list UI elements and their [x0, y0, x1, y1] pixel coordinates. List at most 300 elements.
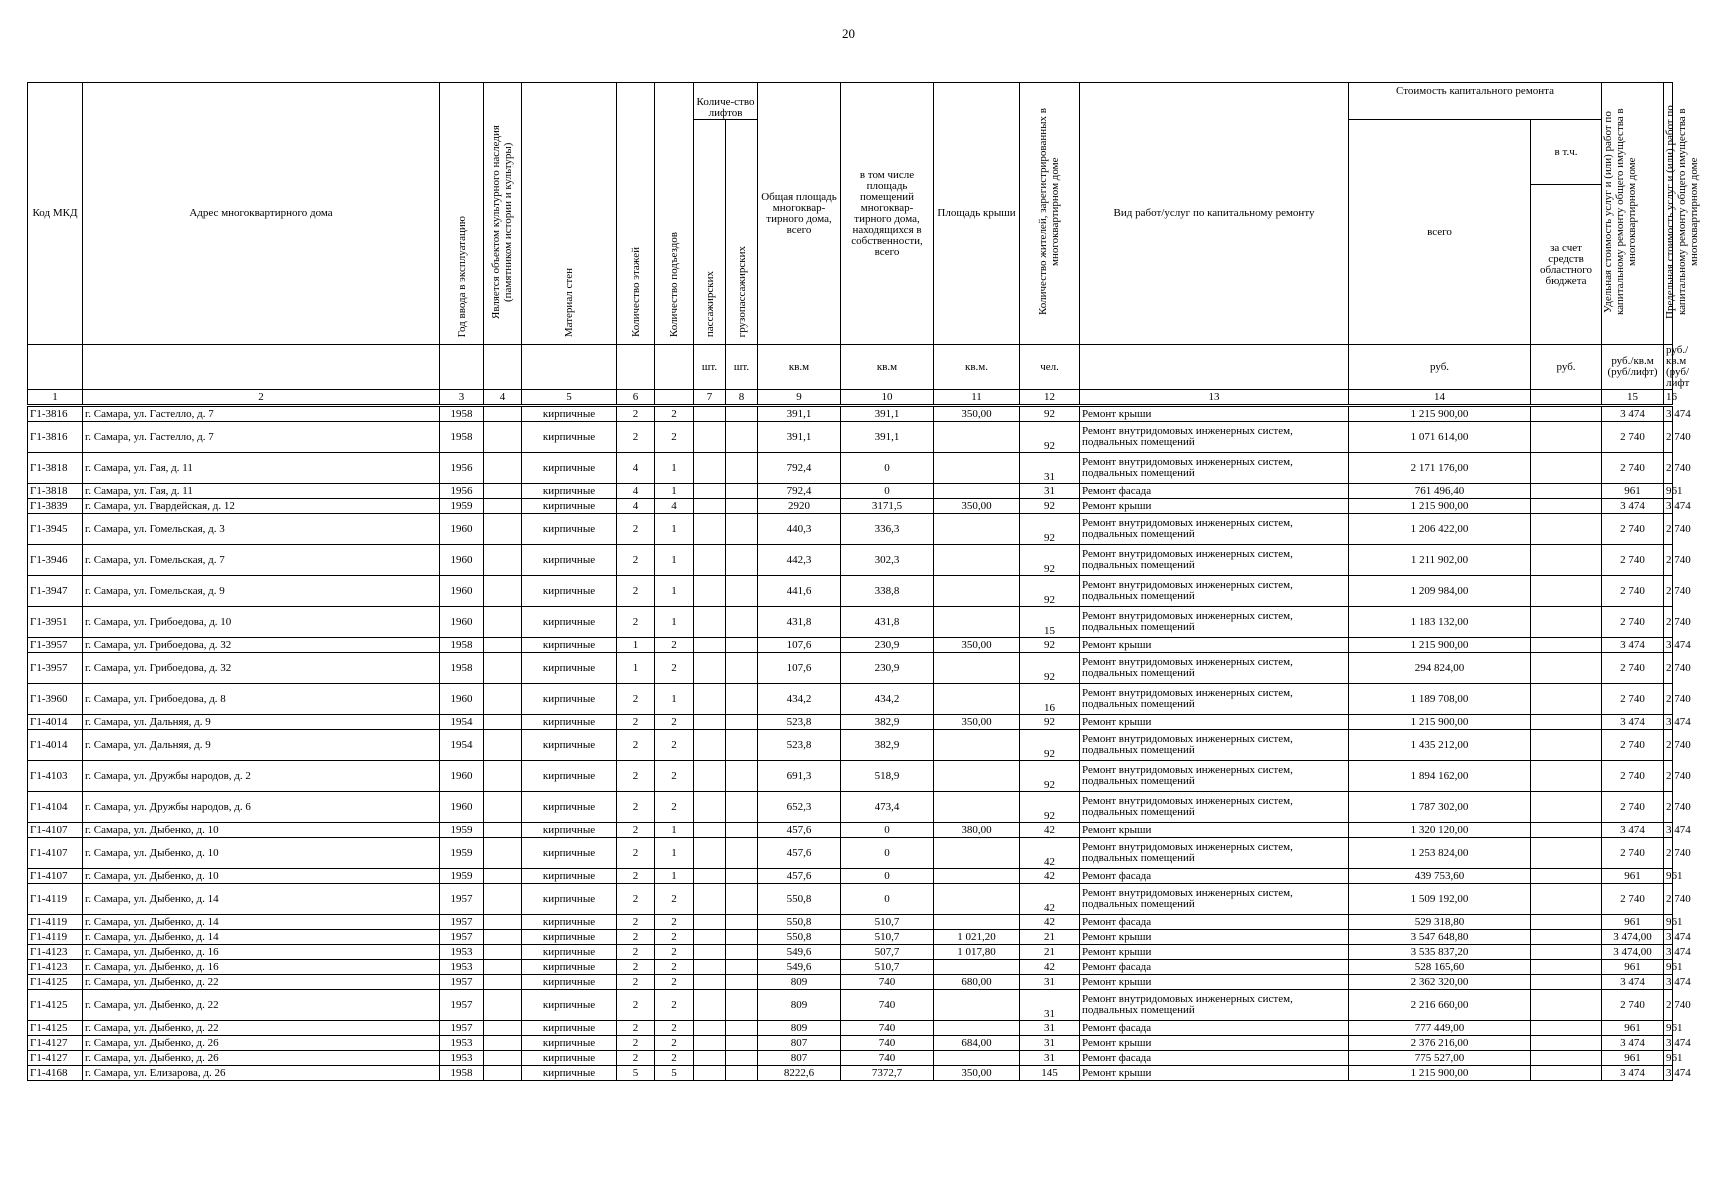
- cell-lifts-cargo: [726, 638, 758, 653]
- cell-roof: 350,00: [934, 638, 1020, 653]
- cell-lifts-cargo: [726, 499, 758, 514]
- cell-kod: Г1-4168: [28, 1066, 83, 1081]
- cell-year: 1960: [440, 761, 484, 792]
- header-material: Материал стен: [522, 83, 617, 345]
- cell-cost: 294 824,00: [1349, 653, 1531, 684]
- cell-roof: [934, 761, 1020, 792]
- cell-cost: 2 376 216,00: [1349, 1036, 1531, 1051]
- cell-work: Ремонт крыши: [1080, 930, 1349, 945]
- cell-year: 1956: [440, 453, 484, 484]
- cell-cost-regional: [1531, 1021, 1602, 1036]
- cell-floors: 2: [617, 990, 655, 1021]
- cell-lifts-cargo: [726, 730, 758, 761]
- cell-entrances: 2: [655, 730, 694, 761]
- cell-roof: [934, 545, 1020, 576]
- cell-limit: 961: [1664, 1051, 1673, 1066]
- cell-floors: 2: [617, 730, 655, 761]
- cell-heritage: [484, 838, 522, 869]
- cell-owned: 0: [841, 453, 934, 484]
- table-row: [28, 730, 1673, 761]
- cell-limit: 961: [1664, 869, 1673, 884]
- cell-entrances: 2: [655, 406, 694, 422]
- cell-residents: 92: [1020, 422, 1080, 453]
- cell-lifts-cargo: [726, 607, 758, 638]
- cell-owned: 740: [841, 1051, 934, 1066]
- cell-work: Ремонт крыши: [1080, 638, 1349, 653]
- cell-roof: [934, 730, 1020, 761]
- table-row: [28, 945, 1673, 960]
- cell-address: г. Самара, ул. Гая, д. 11: [83, 484, 440, 499]
- cell-residents: 31: [1020, 975, 1080, 990]
- cell-total: 550,8: [758, 930, 841, 945]
- cell-unit: 3 474: [1602, 975, 1664, 990]
- cell-cost-regional: [1531, 576, 1602, 607]
- cell-cost: 1 787 302,00: [1349, 792, 1531, 823]
- cell-owned: 740: [841, 1021, 934, 1036]
- cell-material: кирпичные: [522, 638, 617, 653]
- cell-year: 1954: [440, 730, 484, 761]
- cell-address: г. Самара, ул. Дыбенко, д. 22: [83, 990, 440, 1021]
- header-residents: Количество жителей, зарегистрированных в многоквартирном доме: [1020, 83, 1080, 345]
- cell-work: Ремонт внутридомовых инженерных систем, подвальных помещений: [1080, 453, 1349, 484]
- cell-year: 1957: [440, 930, 484, 945]
- cell-heritage: [484, 576, 522, 607]
- cell-cost: 3 547 648,80: [1349, 930, 1531, 945]
- table-row: [28, 975, 1673, 990]
- cell-entrances: 2: [655, 930, 694, 945]
- cell-year: 1957: [440, 884, 484, 915]
- cell-limit: 3 474: [1664, 638, 1673, 653]
- cell-residents: 92: [1020, 653, 1080, 684]
- cell-work: Ремонт внутридомовых инженерных систем, подвальных помещений: [1080, 514, 1349, 545]
- cell-address: г. Самара, ул. Дыбенко, д. 22: [83, 1021, 440, 1036]
- cell-roof: [934, 1051, 1020, 1066]
- table-row: [28, 484, 1673, 499]
- cell-cost-regional: [1531, 823, 1602, 838]
- cell-address: г. Самара, ул. Дальняя, д. 9: [83, 715, 440, 730]
- colnum-12: 12: [1020, 390, 1080, 406]
- unit-residents: чел.: [1020, 345, 1080, 390]
- cell-owned: 507,7: [841, 945, 934, 960]
- cell-lifts-pass: [694, 990, 726, 1021]
- cell-work: Ремонт фасада: [1080, 960, 1349, 975]
- colnum-9: 9: [758, 390, 841, 406]
- table-row: [28, 607, 1673, 638]
- cell-unit: 2 740: [1602, 838, 1664, 869]
- cell-work: Ремонт фасада: [1080, 915, 1349, 930]
- header-entrances: Количество подъездов: [655, 83, 694, 345]
- cell-work: Ремонт крыши: [1080, 1066, 1349, 1081]
- cell-address: г. Самара, ул. Дыбенко, д. 26: [83, 1036, 440, 1051]
- cell-owned: 338,8: [841, 576, 934, 607]
- cell-heritage: [484, 761, 522, 792]
- cell-owned: 391,1: [841, 422, 934, 453]
- cell-work: Ремонт крыши: [1080, 406, 1349, 422]
- cell-address: г. Самара, ул. Дыбенко, д. 14: [83, 915, 440, 930]
- cell-residents: 16: [1020, 684, 1080, 715]
- cell-lifts-cargo: [726, 422, 758, 453]
- cell-unit: 2 740: [1602, 653, 1664, 684]
- cell-heritage: [484, 915, 522, 930]
- cell-year: 1953: [440, 1051, 484, 1066]
- cell-lifts-cargo: [726, 990, 758, 1021]
- cell-residents: 21: [1020, 945, 1080, 960]
- cell-entrances: 2: [655, 792, 694, 823]
- cell-entrances: 2: [655, 960, 694, 975]
- cell-owned: 431,8: [841, 607, 934, 638]
- cell-limit: 3 474: [1664, 1066, 1673, 1081]
- cell-owned: 382,9: [841, 730, 934, 761]
- header-year: Год ввода в эксплуатацию: [440, 83, 484, 345]
- cell-heritage: [484, 607, 522, 638]
- cell-address: г. Самара, ул. Гомельская, д. 3: [83, 514, 440, 545]
- unit-kod: [28, 345, 83, 390]
- colnum-3: 3: [440, 390, 484, 406]
- cell-total: 391,1: [758, 406, 841, 422]
- cell-limit: 3 474: [1664, 1036, 1673, 1051]
- cell-cost: 1 215 900,00: [1349, 638, 1531, 653]
- cell-owned: 230,9: [841, 638, 934, 653]
- cell-heritage: [484, 1066, 522, 1081]
- cell-limit: 2 740: [1664, 576, 1673, 607]
- cell-heritage: [484, 869, 522, 884]
- cell-address: г. Самара, ул. Дыбенко, д. 14: [83, 884, 440, 915]
- cell-floors: 2: [617, 975, 655, 990]
- cell-cost: 1 894 162,00: [1349, 761, 1531, 792]
- cell-unit: 2 740: [1602, 761, 1664, 792]
- table-row: [28, 499, 1673, 514]
- table-row: [28, 1036, 1673, 1051]
- cell-cost-regional: [1531, 915, 1602, 930]
- cell-year: 1954: [440, 715, 484, 730]
- cell-total: 807: [758, 1036, 841, 1051]
- unit-owned-area: кв.м: [841, 345, 934, 390]
- cell-work: Ремонт крыши: [1080, 1036, 1349, 1051]
- cell-cost: 3 535 837,20: [1349, 945, 1531, 960]
- cell-residents: 31: [1020, 1036, 1080, 1051]
- cell-entrances: 2: [655, 990, 694, 1021]
- cell-cost: 2 362 320,00: [1349, 975, 1531, 990]
- cell-material: кирпичные: [522, 1051, 617, 1066]
- cell-unit: 3 474,00: [1602, 945, 1664, 960]
- colnum-11: 11: [934, 390, 1020, 406]
- cell-year: 1960: [440, 684, 484, 715]
- cell-lifts-pass: [694, 453, 726, 484]
- cell-lifts-pass: [694, 422, 726, 453]
- cell-lifts-pass: [694, 1051, 726, 1066]
- cell-material: кирпичные: [522, 607, 617, 638]
- cell-roof: [934, 960, 1020, 975]
- cell-roof: [934, 453, 1020, 484]
- cell-lifts-cargo: [726, 792, 758, 823]
- cell-total: 549,6: [758, 945, 841, 960]
- cell-total: 391,1: [758, 422, 841, 453]
- cell-total: 107,6: [758, 638, 841, 653]
- cell-residents: 15: [1020, 607, 1080, 638]
- cell-kod: Г1-3951: [28, 607, 83, 638]
- cell-lifts-cargo: [726, 715, 758, 730]
- cell-work: Ремонт внутридомовых инженерных систем, подвальных помещений: [1080, 884, 1349, 915]
- cell-cost: 1 183 132,00: [1349, 607, 1531, 638]
- cell-lifts-cargo: [726, 823, 758, 838]
- cell-owned: 510,7: [841, 915, 934, 930]
- cell-work: Ремонт крыши: [1080, 499, 1349, 514]
- cell-kod: Г1-4127: [28, 1036, 83, 1051]
- header-limit-cost: Предельная стоимость услуг и (или) работ по капитальному ремонту общего имущества в многоквартирном доме: [1664, 83, 1673, 345]
- cell-limit: 2 740: [1664, 761, 1673, 792]
- cell-heritage: [484, 653, 522, 684]
- cell-kod: Г1-4119: [28, 884, 83, 915]
- cell-lifts-cargo: [726, 761, 758, 792]
- cell-limit: 3 474: [1664, 715, 1673, 730]
- cell-material: кирпичные: [522, 990, 617, 1021]
- cell-kod: Г1-4014: [28, 715, 83, 730]
- cell-material: кирпичные: [522, 484, 617, 499]
- table-row: [28, 838, 1673, 869]
- cell-material: кирпичные: [522, 823, 617, 838]
- cell-address: г. Самара, ул. Гомельская, д. 7: [83, 545, 440, 576]
- cell-residents: 145: [1020, 1066, 1080, 1081]
- cell-residents: 92: [1020, 638, 1080, 653]
- cell-roof: [934, 484, 1020, 499]
- cell-heritage: [484, 990, 522, 1021]
- cell-kod: Г1-4125: [28, 1021, 83, 1036]
- cell-residents: 92: [1020, 792, 1080, 823]
- cell-entrances: 2: [655, 638, 694, 653]
- cell-cost: 1 215 900,00: [1349, 715, 1531, 730]
- cell-year: 1959: [440, 499, 484, 514]
- cell-cost: 1 320 120,00: [1349, 823, 1531, 838]
- cell-limit: 3 474: [1664, 930, 1673, 945]
- cell-lifts-pass: [694, 499, 726, 514]
- cell-address: г. Самара, ул. Грибоедова, д. 8: [83, 684, 440, 715]
- cell-unit: 2 740: [1602, 545, 1664, 576]
- cell-entrances: 1: [655, 484, 694, 499]
- cell-entrances: 2: [655, 1021, 694, 1036]
- cell-lifts-pass: [694, 975, 726, 990]
- cell-kod: Г1-3818: [28, 453, 83, 484]
- cell-lifts-cargo: [726, 975, 758, 990]
- cell-material: кирпичные: [522, 869, 617, 884]
- cell-lifts-pass: [694, 869, 726, 884]
- cell-unit: 2 740: [1602, 730, 1664, 761]
- cell-residents: 92: [1020, 761, 1080, 792]
- cell-work: Ремонт фасада: [1080, 484, 1349, 499]
- cell-heritage: [484, 484, 522, 499]
- cell-floors: 2: [617, 792, 655, 823]
- cell-year: 1953: [440, 1036, 484, 1051]
- cell-roof: [934, 653, 1020, 684]
- cell-heritage: [484, 960, 522, 975]
- cell-cost-regional: [1531, 838, 1602, 869]
- table-row: [28, 1021, 1673, 1036]
- cell-entrances: 2: [655, 422, 694, 453]
- cell-material: кирпичные: [522, 730, 617, 761]
- cell-cost-regional: [1531, 945, 1602, 960]
- colnum-7: 7: [694, 390, 726, 406]
- cell-work: Ремонт внутридомовых инженерных систем, подвальных помещений: [1080, 545, 1349, 576]
- cell-heritage: [484, 638, 522, 653]
- unit-entrances: [655, 345, 694, 390]
- cell-cost: 1 215 900,00: [1349, 406, 1531, 422]
- cell-lifts-pass: [694, 514, 726, 545]
- cell-roof: [934, 792, 1020, 823]
- cell-year: 1958: [440, 406, 484, 422]
- cell-cost: 528 165,60: [1349, 960, 1531, 975]
- cell-floors: 2: [617, 715, 655, 730]
- cell-work: Ремонт крыши: [1080, 945, 1349, 960]
- cell-lifts-cargo: [726, 1066, 758, 1081]
- cell-residents: 92: [1020, 576, 1080, 607]
- cell-lifts-pass: [694, 884, 726, 915]
- cell-unit: 961: [1602, 1021, 1664, 1036]
- cell-material: кирпичные: [522, 792, 617, 823]
- unit-work-type: [1080, 345, 1349, 390]
- table-row: [28, 638, 1673, 653]
- cell-year: 1957: [440, 990, 484, 1021]
- cell-cost: 777 449,00: [1349, 1021, 1531, 1036]
- cell-lifts-pass: [694, 715, 726, 730]
- cell-heritage: [484, 684, 522, 715]
- cell-unit: 2 740: [1602, 884, 1664, 915]
- cell-address: г. Самара, ул. Дыбенко, д. 10: [83, 838, 440, 869]
- cell-heritage: [484, 945, 522, 960]
- table-row: [28, 792, 1673, 823]
- header-cost-group: Стоимость капитального ремонта: [1349, 83, 1602, 120]
- cell-cost-regional: [1531, 730, 1602, 761]
- cell-material: кирпичные: [522, 761, 617, 792]
- cell-unit: 2 740: [1602, 792, 1664, 823]
- cell-kod: Г1-4107: [28, 838, 83, 869]
- cell-owned: 0: [841, 823, 934, 838]
- cell-heritage: [484, 715, 522, 730]
- cell-owned: 740: [841, 975, 934, 990]
- cell-total: 550,8: [758, 915, 841, 930]
- cell-floors: 2: [617, 930, 655, 945]
- cell-address: г. Самара, ул. Гастелло, д. 7: [83, 422, 440, 453]
- cell-work: Ремонт крыши: [1080, 975, 1349, 990]
- cell-heritage: [484, 545, 522, 576]
- cell-lifts-pass: [694, 930, 726, 945]
- cell-heritage: [484, 1036, 522, 1051]
- cell-kod: Г1-3946: [28, 545, 83, 576]
- cell-owned: 0: [841, 838, 934, 869]
- table-row: [28, 761, 1673, 792]
- cell-owned: 473,4: [841, 792, 934, 823]
- cell-total: 691,3: [758, 761, 841, 792]
- cell-total: 431,8: [758, 607, 841, 638]
- cell-cost: 1 206 422,00: [1349, 514, 1531, 545]
- cell-address: г. Самара, ул. Дыбенко, д. 14: [83, 930, 440, 945]
- colnum-8: 8: [726, 390, 758, 406]
- cell-entrances: 1: [655, 514, 694, 545]
- cell-floors: 2: [617, 838, 655, 869]
- cell-cost: 775 527,00: [1349, 1051, 1531, 1066]
- cell-lifts-pass: [694, 684, 726, 715]
- cell-roof: 684,00: [934, 1036, 1020, 1051]
- cell-address: г. Самара, ул. Дальняя, д. 9: [83, 730, 440, 761]
- cell-material: кирпичные: [522, 453, 617, 484]
- cell-total: 440,3: [758, 514, 841, 545]
- header-lifts: Количе-ство лифтов: [694, 83, 758, 120]
- cell-lifts-pass: [694, 545, 726, 576]
- colnum-16: 16: [1664, 390, 1673, 406]
- cell-floors: 2: [617, 406, 655, 422]
- cell-work: Ремонт внутридомовых инженерных систем, подвальных помещений: [1080, 761, 1349, 792]
- cell-heritage: [484, 823, 522, 838]
- cell-unit: 3 474: [1602, 406, 1664, 422]
- cell-roof: [934, 838, 1020, 869]
- table-row: [28, 576, 1673, 607]
- cell-cost: 1 435 212,00: [1349, 730, 1531, 761]
- cell-kod: Г1-4125: [28, 975, 83, 990]
- table-row: [28, 930, 1673, 945]
- cell-material: кирпичные: [522, 499, 617, 514]
- cell-entrances: 2: [655, 715, 694, 730]
- cell-residents: 31: [1020, 1051, 1080, 1066]
- cell-floors: 2: [617, 1051, 655, 1066]
- cell-address: г. Самара, ул. Дыбенко, д. 10: [83, 869, 440, 884]
- cell-entrances: 2: [655, 1051, 694, 1066]
- cell-owned: 302,3: [841, 545, 934, 576]
- cell-cost-regional: [1531, 607, 1602, 638]
- colnum-5: 5: [522, 390, 617, 406]
- cell-total: 457,6: [758, 838, 841, 869]
- cell-unit: 961: [1602, 960, 1664, 975]
- colnum-blank: [655, 390, 694, 406]
- cell-lifts-pass: [694, 915, 726, 930]
- cell-total: 809: [758, 990, 841, 1021]
- cell-address: г. Самара, ул. Дружбы народов, д. 6: [83, 792, 440, 823]
- cell-total: 523,8: [758, 715, 841, 730]
- cell-work: Ремонт внутридомовых инженерных систем, подвальных помещений: [1080, 422, 1349, 453]
- table-row: [28, 684, 1673, 715]
- cell-owned: 510,7: [841, 960, 934, 975]
- cell-address: г. Самара, ул. Дружбы народов, д. 2: [83, 761, 440, 792]
- cell-residents: 92: [1020, 514, 1080, 545]
- cell-cost: 1 071 614,00: [1349, 422, 1531, 453]
- cell-residents: 92: [1020, 545, 1080, 576]
- cell-entrances: 1: [655, 576, 694, 607]
- cell-residents: 42: [1020, 915, 1080, 930]
- cell-cost-regional: [1531, 990, 1602, 1021]
- colnum-2: 2: [83, 390, 440, 406]
- cell-heritage: [484, 884, 522, 915]
- table-body: [28, 406, 1691, 1081]
- cell-roof: 350,00: [934, 499, 1020, 514]
- cell-work: Ремонт внутридомовых инженерных систем, подвальных помещений: [1080, 730, 1349, 761]
- cell-work: Ремонт внутридомовых инженерных систем, подвальных помещений: [1080, 792, 1349, 823]
- cell-address: г. Самара, ул. Гастелло, д. 7: [83, 406, 440, 422]
- cell-year: 1957: [440, 915, 484, 930]
- unit-cost-regional: руб.: [1531, 345, 1602, 390]
- cell-cost: 1 215 900,00: [1349, 1066, 1531, 1081]
- cell-unit: 2 740: [1602, 576, 1664, 607]
- cell-address: г. Самара, ул. Грибоедова, д. 32: [83, 638, 440, 653]
- cell-cost: 1 211 902,00: [1349, 545, 1531, 576]
- cell-limit: 961: [1664, 484, 1673, 499]
- cell-cost-regional: [1531, 975, 1602, 990]
- cell-kod: Г1-4104: [28, 792, 83, 823]
- cell-owned: 518,9: [841, 761, 934, 792]
- cell-cost-regional: [1531, 406, 1602, 422]
- cell-kod: Г1-3816: [28, 406, 83, 422]
- table-row: [28, 514, 1673, 545]
- cell-unit: 3 474,00: [1602, 930, 1664, 945]
- cell-work: Ремонт крыши: [1080, 715, 1349, 730]
- cell-limit: 2 740: [1664, 838, 1673, 869]
- cell-unit: 961: [1602, 915, 1664, 930]
